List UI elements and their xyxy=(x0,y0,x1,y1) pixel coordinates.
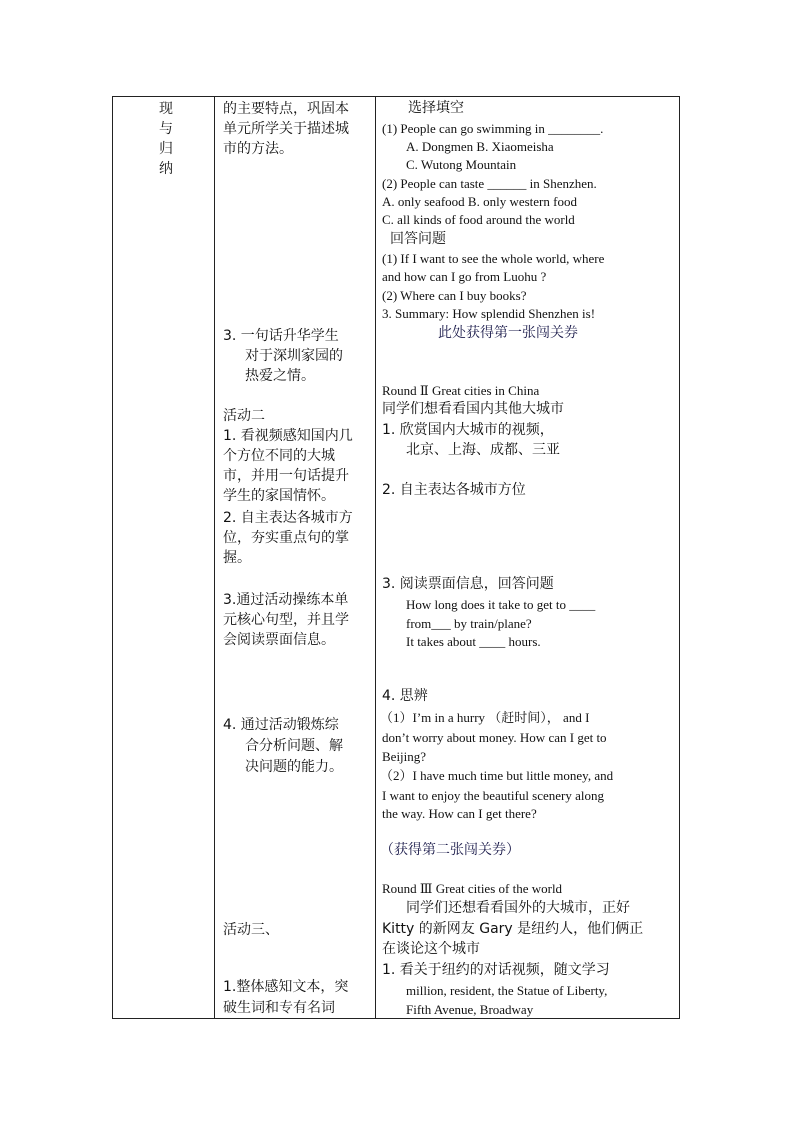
objective-line: 个方位不同的大城 xyxy=(223,448,335,464)
ticket-note: （获得第二张闯关券） xyxy=(380,842,520,858)
objectives-column xyxy=(215,97,375,1018)
objective-line: 市，并用一句话提升 xyxy=(223,468,349,484)
content-line: don’t worry about money. How can I get to xyxy=(382,730,607,745)
content-line: （2）I have much time but little money, and xyxy=(380,768,614,783)
objective-line: 的主要特点，巩固本 xyxy=(223,101,349,117)
content-line: Fifth Avenue, Broadway xyxy=(406,1002,534,1017)
content-line: 2. 自主表达各城市方位 xyxy=(382,482,526,498)
content-line: How long does it take to get to ____ xyxy=(406,597,596,612)
objective-line: 决问题的能力。 xyxy=(245,759,343,775)
objective-line: 2. 自主表达各城市方 xyxy=(223,510,353,526)
content-line: A. Dongmen B. Xiaomeisha xyxy=(406,139,554,154)
round-heading: Round Ⅲ Great cities of the world xyxy=(382,881,563,896)
objective-line: 会阅读票面信息。 xyxy=(223,632,335,648)
content-line: Beijing? xyxy=(382,749,427,764)
objective-line: 4. 通过活动锻炼综 xyxy=(223,717,339,733)
objective-line: 热爱之情。 xyxy=(245,368,315,384)
content-line: 1. 欣赏国内大城市的视频， xyxy=(382,422,554,438)
content-line: (1) If I want to see the whole world, where xyxy=(382,251,605,266)
activity-heading: 活动二 xyxy=(223,408,265,424)
objective-line: 破生词和专有名词 xyxy=(223,1000,335,1016)
objective-line: 3.通过活动操练本单 xyxy=(223,592,349,608)
objective-line: 1.整体感知文本，突 xyxy=(223,979,349,995)
content-line: C. Wutong Mountain xyxy=(406,157,517,172)
content-line: 3. Summary: How splendid Shenzhen is! xyxy=(382,306,596,321)
ticket-note: 此处获得第一张闯关券 xyxy=(438,325,578,341)
stage-char: 归 xyxy=(159,141,173,157)
content-line: C. all kinds of food around the world xyxy=(382,212,575,227)
content-line: A. only seafood B. only western food xyxy=(382,194,577,209)
content-line: from___ by train/plane? xyxy=(406,616,532,631)
content-line: 3. 阅读票面信息，回答问题 xyxy=(382,576,554,592)
objective-line: 位，夯实重点句的掌 xyxy=(223,530,349,546)
stage-column xyxy=(113,97,214,1018)
content-line: 同学们想看看国内其他大城市 xyxy=(382,401,564,417)
content-line: (1) People can go swimming in ________. xyxy=(382,121,604,136)
stage-char: 现 xyxy=(159,101,173,117)
content-line: 选择填空 xyxy=(408,100,464,116)
content-line: (2) Where can I buy books? xyxy=(382,288,527,303)
content-line: （1）I’m in a hurry （赶时间）， and I xyxy=(380,710,590,725)
activity-heading: 活动三、 xyxy=(223,922,279,938)
content-line: 4. 思辨 xyxy=(382,688,428,704)
objective-line: 3. 一句话升华学生 xyxy=(223,328,339,344)
content-line: It takes about ____ hours. xyxy=(406,634,541,649)
content-column xyxy=(376,97,681,1018)
objective-line: 合分析问题、解 xyxy=(245,738,343,754)
content-line: 同学们还想看看国外的大城市，正好 xyxy=(406,900,630,916)
objective-line: 学生的家国情怀。 xyxy=(223,488,335,504)
round-heading: Round Ⅱ Great cities in China xyxy=(382,383,540,398)
content-line: 北京、上海、成都、三亚 xyxy=(406,442,560,458)
content-line: 1. 看关于纽约的对话视频，随文学习 xyxy=(382,962,610,978)
content-line: 回答问题 xyxy=(390,231,446,247)
objective-line: 1. 看视频感知国内几 xyxy=(223,428,353,444)
content-line: Kitty 的新网友 Gary 是纽约人，他们俩正 xyxy=(382,921,644,937)
content-line: (2) People can taste ______ in Shenzhen. xyxy=(382,176,597,191)
stage-char: 纳 xyxy=(159,161,173,177)
content-line: and how can I go from Luohu ? xyxy=(382,269,547,284)
content-line: million, resident, the Statue of Liberty, xyxy=(406,983,608,998)
stage-char: 与 xyxy=(159,121,173,137)
objective-line: 单元所学关于描述城 xyxy=(223,121,349,137)
objective-line: 元核心句型，并且学 xyxy=(223,612,349,628)
lesson-plan-table xyxy=(112,96,680,1019)
content-line: I want to enjoy the beautiful scenery along xyxy=(382,788,605,803)
objective-line: 对于深圳家园的 xyxy=(245,348,343,364)
content-line: the way. How can I get there? xyxy=(382,806,537,821)
content-line: 在谈论这个城市 xyxy=(382,941,480,957)
objective-line: 市的方法。 xyxy=(223,141,293,157)
objective-line: 握。 xyxy=(223,550,251,566)
